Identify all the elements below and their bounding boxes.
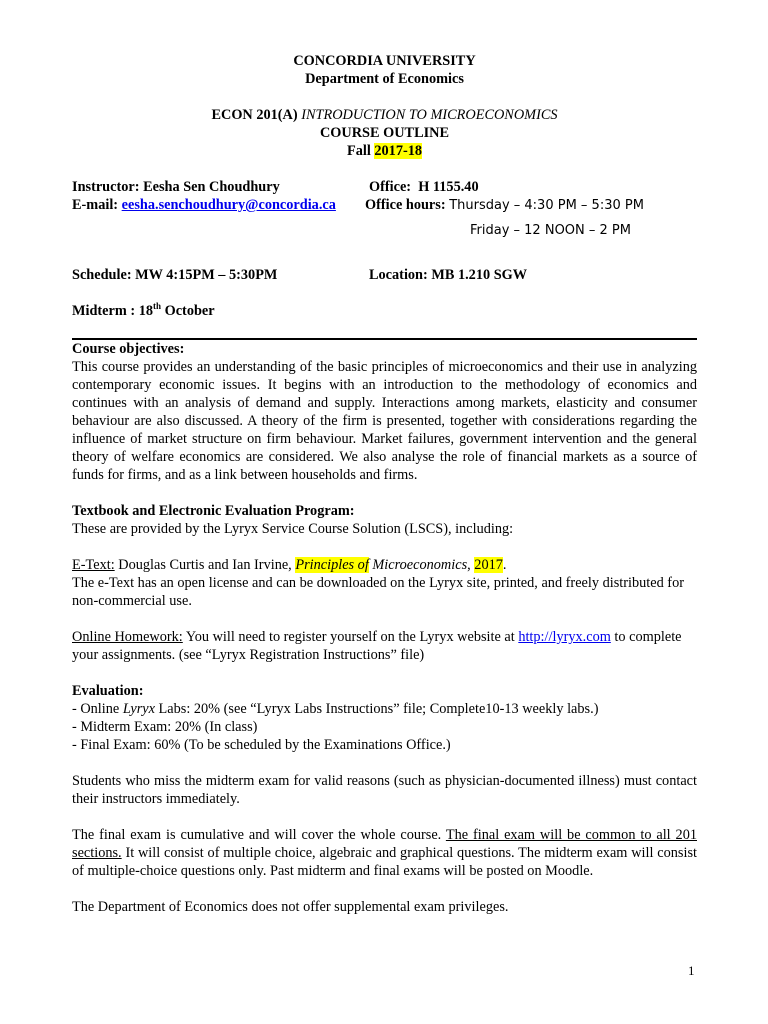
objectives-heading: Course objectives:: [72, 341, 185, 357]
midterm-date: [72, 302, 697, 320]
etext-title: Microeconomics: [368, 557, 468, 573]
office-label: Office:: [369, 179, 412, 195]
etext-line: [72, 556, 697, 574]
lyryx-link[interactable]: http://lyryx.com: [518, 629, 611, 645]
document-page: [72, 52, 697, 916]
instructor-row: [72, 178, 697, 196]
email-label: E-mail:: [72, 197, 119, 213]
office-hours: [365, 196, 644, 215]
office-value: H 1155.40: [418, 179, 479, 195]
final-text-underlined: The final exam will be common to all 201 sections.: [72, 827, 697, 861]
midterm-sup: th: [153, 301, 162, 312]
term-line: [72, 142, 697, 160]
instructor-label: Instructor:: [72, 179, 140, 195]
etext-authors: Douglas Curtis and Ian Irvine,: [114, 557, 296, 573]
course-line: [72, 106, 697, 124]
course-code: ECON 201(A): [211, 107, 298, 123]
hours-thursday: Thursday – 4:30 PM – 5:30 PM: [449, 198, 644, 213]
etext-period: .: [502, 557, 507, 573]
objectives-text: This course provides an understanding of the basic principles of microeconomics and their use in analyzing contemporary economic issues. It begins with an introduction to the methodology of economics and continues with an analysis of demand and supply. Interactions among markets, elasticity and consumer behaviour are also discussed. A theory of the firm is presented, together with considerations regarding the influence of market structure on firm behaviour. Market failures, government intervention and the general theory of welfare economics are considered. We also analyse the role of financial markets as a source of funds for firms, and as a link between households and firms.: [72, 359, 697, 483]
etext-description: The e-Text has an open license and can be downloaded on the Lyryx site, printed, and freely distributed for non-commercial use.: [72, 575, 684, 609]
hours-friday: Friday – 12 NOON – 2 PM: [470, 223, 631, 238]
etext-label: E-Text:: [72, 557, 115, 573]
evaluation-heading: Evaluation:: [72, 683, 144, 699]
homework-label: Online Homework:: [72, 629, 183, 645]
homework-text-a: You will need to register yourself on the Lyryx website at: [182, 629, 519, 645]
etext-comma: ,: [467, 557, 475, 573]
department-name: Department of Economics: [305, 71, 464, 87]
final-text-b: It will consist of multiple choice, algebraic and graphical questions. The midterm exam will consist of multiple-choice questions only. Past midterm and final exams will be posted on Moodle.: [72, 845, 697, 879]
labs-lyryx: Lyryx: [122, 701, 155, 717]
final-text-a: The final exam is cumulative and will cover the whole course.: [72, 827, 446, 843]
textbook-intro: These are provided by the Lyryx Service Course Solution (LSCS), including:: [72, 521, 514, 537]
term-year: 2017-18: [374, 143, 423, 159]
hours-row-2: [72, 222, 697, 240]
instructor-name: Eesha Sen Choudhury: [143, 179, 280, 195]
homework-line: [72, 628, 697, 664]
term-prefix: Fall: [346, 143, 371, 159]
missed-midterm-policy: Students who miss the midterm exam for valid reasons (such as physician-documented illness) must contact their instructors immediately.: [72, 773, 697, 807]
evaluation-item-final: - Final Exam: 60% (To be scheduled by the Examinations Office.): [72, 737, 451, 753]
final-exam-policy: [72, 826, 697, 880]
course-outline-title: COURSE OUTLINE: [319, 125, 450, 141]
homework-text-b: to complete your assignments. (see “Lyryx Registration Instructions” file): [72, 629, 682, 663]
midterm-suffix: October: [161, 303, 215, 319]
page-number: 1: [688, 963, 695, 978]
evaluation-item-midterm: - Midterm Exam: 20% (In class): [72, 719, 258, 735]
schedule-row: [72, 266, 697, 284]
midterm-prefix: Midterm : 18: [72, 303, 153, 319]
supplemental-policy: The Department of Economics does not offer supplemental exam privileges.: [72, 899, 509, 915]
evaluation-item-labs: [72, 700, 697, 718]
labs-prefix: - Online: [72, 701, 123, 717]
email-link[interactable]: eesha.senchoudhury@concordia.ca: [121, 197, 336, 213]
textbook-heading: Textbook and Electronic Evaluation Program:: [72, 503, 355, 519]
office-info: [369, 178, 479, 196]
etext-title-highlight: Principles of: [295, 557, 369, 573]
course-title: INTRODUCTION TO MICROECONOMICS: [301, 107, 558, 123]
email-row: [72, 196, 697, 214]
hours-label: Office hours:: [365, 197, 446, 213]
university-name: CONCORDIA UNIVERSITY: [293, 53, 476, 69]
etext-year: 2017: [474, 557, 503, 573]
schedule: Schedule: MW 4:15PM – 5:30PM: [72, 267, 278, 283]
location: Location: MB 1.210 SGW: [369, 267, 528, 283]
labs-text: Labs: 20% (see “Lyryx Labs Instructions” file; Complete10-13 weekly labs.): [154, 701, 599, 717]
